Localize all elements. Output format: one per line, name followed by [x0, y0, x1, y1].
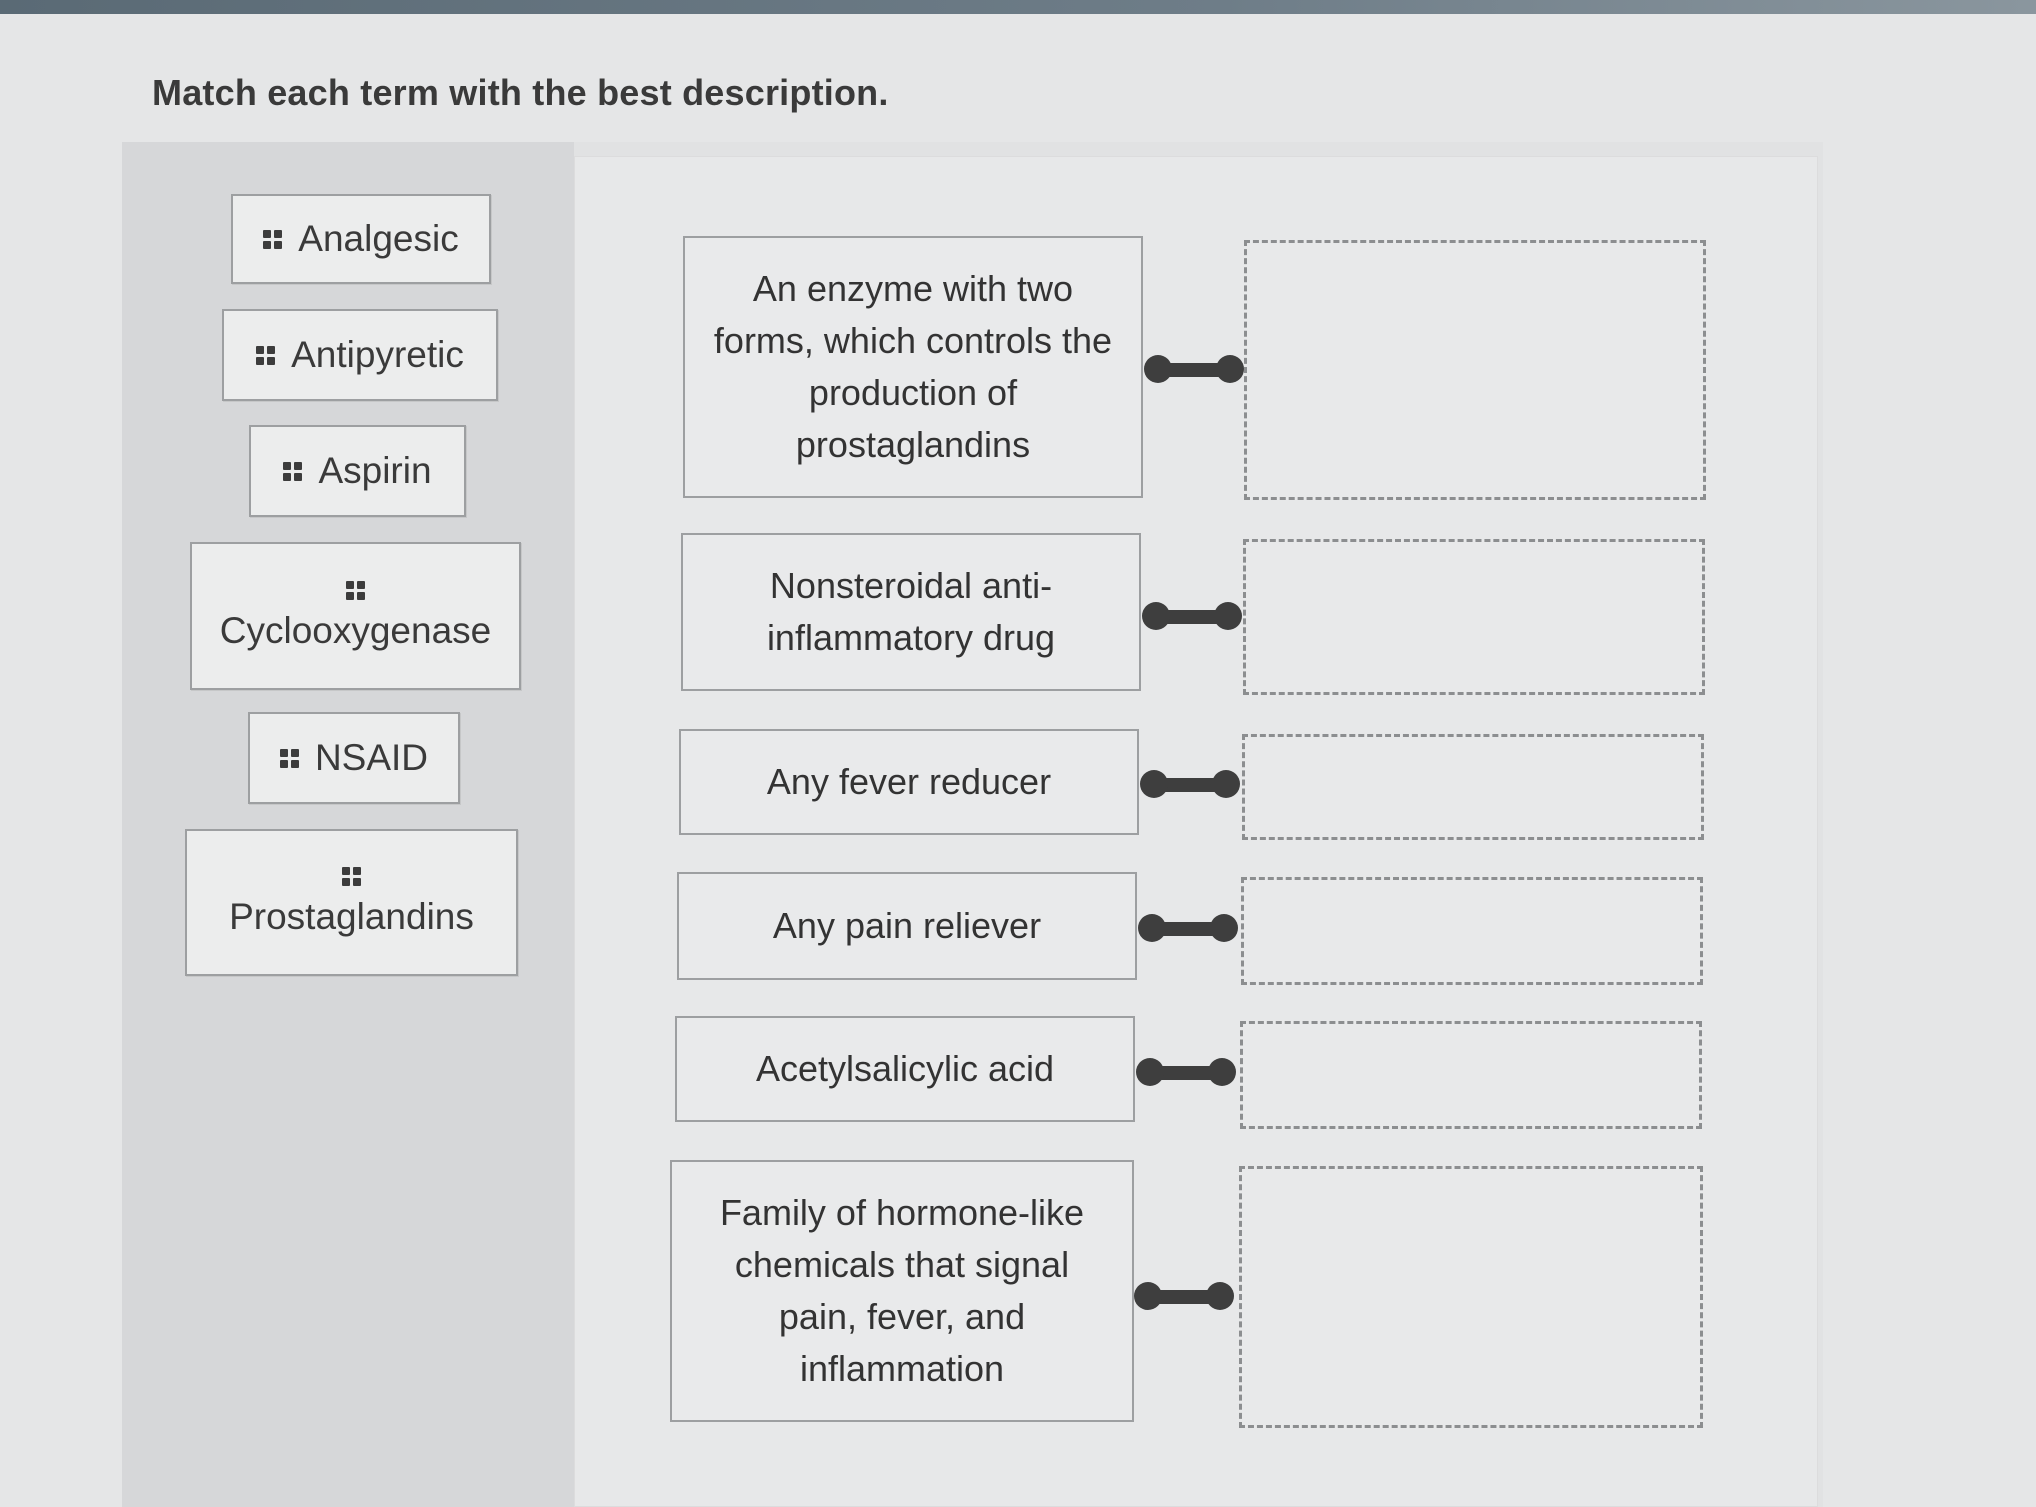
connector-icon — [1136, 1058, 1236, 1088]
drop-zone[interactable] — [1240, 1021, 1702, 1129]
connector-icon — [1144, 355, 1244, 385]
term-label: Aspirin — [318, 450, 432, 491]
drag-handle-icon — [256, 346, 275, 365]
description-text: Acetylsalicylic acid — [755, 1048, 1055, 1089]
term-chip-cyclooxygenase[interactable] — [190, 542, 521, 690]
description-text: Any pain reliever — [772, 905, 1042, 946]
drop-zone[interactable] — [1242, 734, 1704, 840]
description-box — [681, 533, 1141, 691]
drop-zone[interactable] — [1241, 877, 1703, 985]
term-label: NSAID — [314, 737, 429, 778]
question-prompt: Match each term with the best description. — [152, 72, 889, 113]
description-text: Nonsteroidal anti-inflammatory drug — [766, 565, 1056, 658]
description-box — [677, 872, 1137, 980]
description-box — [679, 729, 1139, 835]
term-chip-prostaglandins[interactable] — [185, 829, 518, 976]
description-text: Any fever reducer — [766, 761, 1052, 802]
description-box — [670, 1160, 1134, 1422]
description-text: Family of hormone-like chemicals that signal pain, fever, and inflammation — [719, 1192, 1085, 1389]
connector-icon — [1134, 1282, 1234, 1312]
browser-top-strip — [0, 0, 2036, 14]
drop-zone[interactable] — [1244, 240, 1706, 500]
drop-zone[interactable] — [1239, 1166, 1703, 1428]
connector-icon — [1140, 770, 1240, 800]
drag-handle-icon — [283, 462, 302, 481]
term-label: Analgesic — [298, 218, 459, 259]
drag-handle-icon — [346, 581, 365, 600]
drop-zone[interactable] — [1243, 539, 1705, 695]
connector-icon — [1142, 602, 1242, 632]
term-chip-nsaid[interactable] — [248, 712, 460, 804]
description-text: An enzyme with two forms, which controls the production of prostaglandins — [713, 268, 1113, 465]
drag-handle-icon — [342, 867, 361, 886]
drag-handle-icon — [263, 230, 282, 249]
term-chip-aspirin[interactable] — [249, 425, 466, 517]
drag-handle-icon — [280, 749, 299, 768]
description-box — [675, 1016, 1135, 1122]
description-box — [683, 236, 1143, 498]
term-chip-antipyretic[interactable] — [222, 309, 498, 401]
connector-icon — [1138, 914, 1238, 944]
term-label: Prostaglandins — [229, 896, 474, 937]
term-label: Cyclooxygenase — [219, 609, 492, 651]
term-label: Antipyretic — [291, 334, 464, 375]
term-chip-analgesic[interactable] — [231, 194, 491, 284]
